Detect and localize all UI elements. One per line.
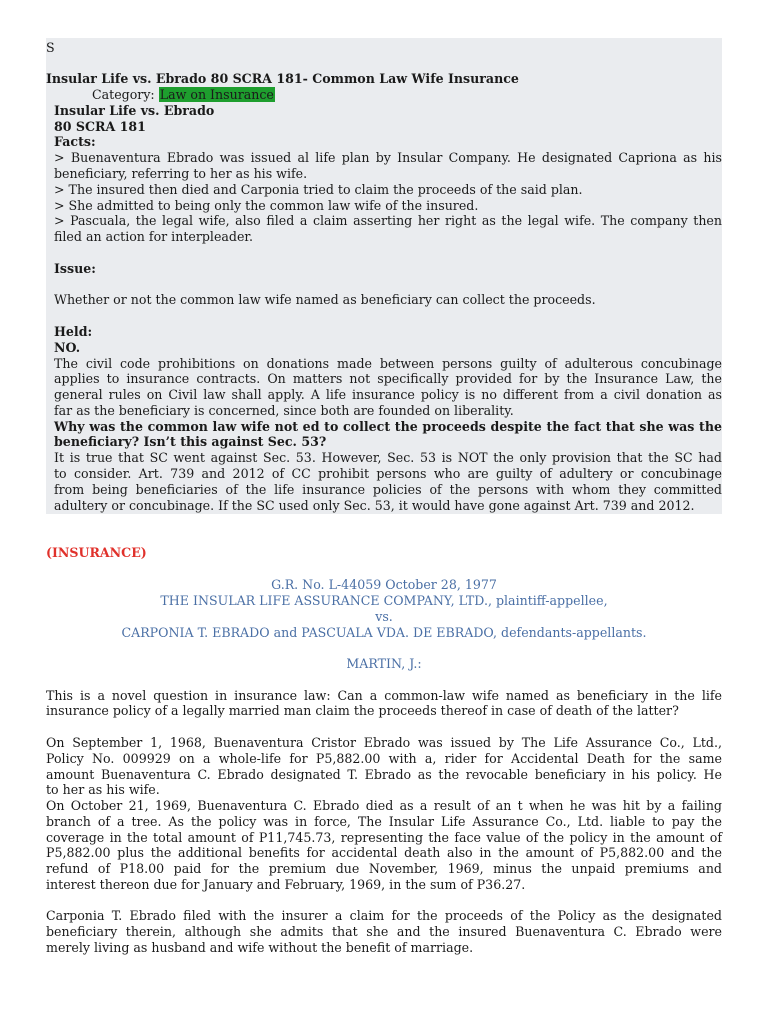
paragraph-line: beneficiary therein, although she admits that she and the insured Buenaventura C. Ebrado were [46, 924, 722, 939]
category-line [92, 87, 275, 102]
insurance-tag: (INSURANCE) [46, 545, 147, 560]
case-title: Insular Life vs. Ebrado [54, 103, 215, 118]
held-line: applies to insurance contracts. On matters not specifically provided for by the Insurance Law, the [54, 371, 722, 386]
held-line: The civil code prohibitions on donations made between persons guilty of adulterous concubinage [54, 356, 722, 371]
case-citation: 80 SCRA 181 [54, 119, 146, 134]
ponente-line: MARTIN, J.: [346, 656, 422, 671]
paragraph-line: to her as his wife. [46, 782, 160, 797]
paragraph-line: Carponia T. Ebrado filed with the insurer a claim for the proceeds of the Policy as the designated [46, 908, 722, 923]
paragraph-line: Policy No. 009929 on a whole-life for P5,882.00 with a, rider for Accidental Death for the same [46, 751, 722, 766]
facts-line: > Buenaventura Ebrado was issued al life plan by Insular Company. He designated Capriona as his [54, 150, 722, 165]
paragraph-line: branch of a tree. As the policy was in force, The Insular Life Assurance Co., Ltd. liable to pay the [46, 814, 722, 829]
paragraph-line: P5,882.00 plus the additional benefits for accidental death also in the amount of P5,882.00 and the [46, 845, 722, 860]
answer-line: to consider. Art. 739 and 2012 of CC prohibit persons who are guilty of adultery or concubinage [54, 466, 722, 481]
answer-line: adultery or concubinage. If the SC used only Sec. 53, it would have gone against Art. 739 and 2012. [54, 498, 695, 513]
paragraph-line: refund of P18.00 paid for the premium due November, 1969, minus the unpaid premiums and [46, 861, 722, 876]
facts-line: > The insured then died and Carponia tried to claim the proceeds of the said plan. [54, 182, 583, 197]
paragraph-line: interest thereon due for January and February, 1969, in the sum of P36.27. [46, 877, 526, 892]
facts-line: > She admitted to being only the common law wife of the insured. [54, 198, 479, 213]
question-line: Why was the common law wife not ed to collect the proceeds despite the fact that she was the [54, 419, 722, 434]
held-line: general rules on Civil law shall apply. A life insurance policy is no different from a civil donation as [54, 387, 722, 402]
issue-text: Whether or not the common law wife named as beneficiary can collect the proceeds. [54, 292, 596, 307]
defendant-line: CARPONIA T. EBRADO and PASCUALA VDA. DE EBRADO, defendants-appellants. [121, 625, 647, 640]
facts-label: Facts: [54, 134, 96, 149]
paragraph-line: On October 21, 1969, Buenaventura C. Ebrado died as a result of an t when he was hit by a failing [46, 798, 722, 813]
facts-line: filed an action for interpleader. [54, 229, 254, 244]
facts-line: beneficiary, referring to her as his wife. [54, 166, 308, 181]
paragraph-line: coverage in the total amount of P11,745.73, representing the face value of the policy in the amount of [46, 830, 722, 845]
held-label: Held: [54, 324, 93, 339]
answer-line: from being beneficiaries of the life insurance policies of the persons with whom they committed [54, 482, 722, 497]
paragraph-line: amount Buenaventura C. Ebrado designated T. Ebrado as the revocable beneficiary in his policy. He [46, 767, 722, 782]
issue-label: Issue: [54, 261, 96, 276]
question-line: beneficiary? Isn’t this against Sec. 53? [54, 434, 327, 449]
paragraph-line: On September 1, 1968, Buenaventura Cristor Ebrado was issued by The Life Assurance Co., Ltd., [46, 735, 722, 750]
versus-line: vs. [375, 609, 393, 624]
facts-line: > Pascuala, the legal wife, also filed a claim asserting her right as the legal wife. The company then [54, 213, 722, 228]
held-line: far as the beneficiary is concerned, since both are founded on liberality. [54, 403, 514, 418]
held-answer: NO. [54, 340, 81, 355]
section-marker: S [46, 40, 55, 55]
gr-number-line: G.R. No. L-44059 October 28, 1977 [271, 577, 497, 592]
paragraph-line: merely living as husband and wife without the benefit of marriage. [46, 940, 474, 955]
plaintiff-line: THE INSULAR LIFE ASSURANCE COMPANY, LTD., plaintiff-appellee, [160, 593, 608, 608]
answer-line: It is true that SC went against Sec. 53. However, Sec. 53 is NOT the only provision that the SC had [54, 450, 722, 465]
category-link[interactable]: Law on Insurance [159, 87, 274, 102]
paragraph-line: This is a novel question in insurance law: Can a common-law wife named as beneficiary in the life [46, 688, 722, 703]
summary-heading: Insular Life vs. Ebrado 80 SCRA 181- Common Law Wife Insurance [46, 71, 519, 86]
paragraph-line: insurance policy of a legally married man claim the proceeds thereof in case of death of the latter? [46, 703, 679, 718]
category-label: Category: [92, 87, 155, 102]
